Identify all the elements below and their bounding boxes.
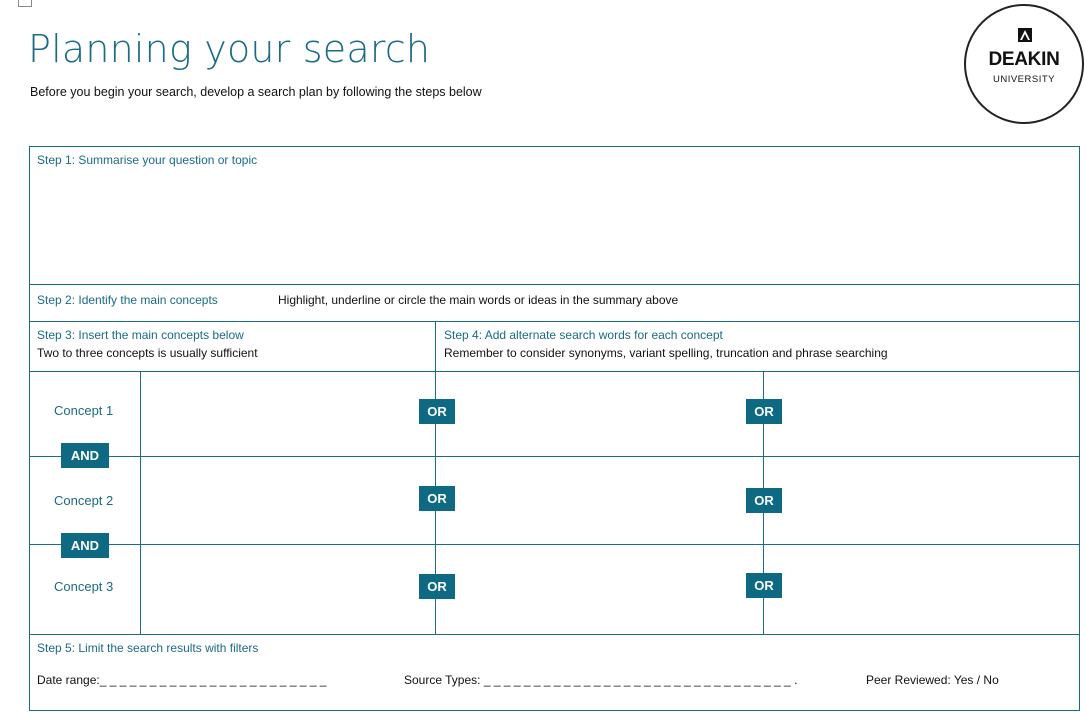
or-badge: OR [419, 486, 455, 511]
or-badge: OR [746, 399, 782, 424]
logo-subtitle: UNIVERSITY [992, 74, 1055, 85]
step4-note: Remember to consider synonyms, variant spelling, truncation and phrase searching [444, 346, 888, 360]
concept-1-label: Concept 1 [54, 403, 114, 418]
deakin-emblem-icon [1018, 28, 1032, 42]
step2-label: Step 2: Identify the main concepts [37, 293, 218, 307]
page-subtitle: Before you begin your search, develop a search plan by following the steps below [30, 85, 482, 99]
peer-reviewed-field[interactable]: Peer Reviewed: Yes / No [866, 673, 999, 687]
or-badge: OR [746, 488, 782, 513]
step1-summary-area[interactable] [30, 171, 1079, 283]
concept-1-field[interactable] [141, 372, 434, 456]
deakin-logo [964, 4, 1084, 124]
step1-label: Step 1: Summarise your question or topic [37, 153, 258, 167]
concept-3-alt1-field[interactable] [436, 545, 762, 634]
concept-3-label: Concept 3 [54, 579, 114, 594]
step3-note: Two to three concepts is usually sufficient [37, 346, 258, 360]
or-badge: OR [746, 573, 782, 598]
step2-note: Highlight, underline or circle the main words or ideas in the summary above [278, 293, 679, 307]
divider [30, 284, 1079, 285]
logo-name: DEAKIN [988, 49, 1060, 70]
or-badge: OR [419, 574, 455, 599]
concept-2-alt2-field[interactable] [764, 457, 1079, 544]
concept-2-field[interactable] [141, 457, 434, 544]
step5-label: Step 5: Limit the search results with filters [37, 641, 259, 655]
concept-3-field[interactable] [141, 545, 434, 634]
corner-mark [18, 0, 32, 7]
concept-1-alt2-field[interactable] [764, 372, 1079, 456]
concept-1-alt1-field[interactable] [436, 372, 762, 456]
concept-3-alt2-field[interactable] [764, 545, 1079, 634]
or-badge: OR [419, 399, 455, 424]
search-plan-form [29, 146, 1080, 711]
date-range-field[interactable]: Date range:_ _ _ _ _ _ _ _ _ _ _ _ _ _ _ _ _ _ _ _ _ _ _ [37, 673, 327, 687]
and-badge: AND [61, 443, 109, 468]
divider [30, 634, 1079, 635]
and-badge: AND [61, 533, 109, 558]
concept-2-alt1-field[interactable] [436, 457, 762, 544]
page-title: Planning your search [28, 27, 431, 71]
source-types-field[interactable]: Source Types: _ _ _ _ _ _ _ _ _ _ _ _ _ _ _ _ _ _ _ _ _ _ _ _ _ _ _ _ _ _ _ . [404, 673, 798, 687]
step3-label: Step 3: Insert the main concepts below [37, 328, 244, 342]
step4-label: Step 4: Add alternate search words for each concept [444, 328, 723, 342]
concept-2-label: Concept 2 [54, 493, 114, 508]
divider [30, 321, 1079, 322]
